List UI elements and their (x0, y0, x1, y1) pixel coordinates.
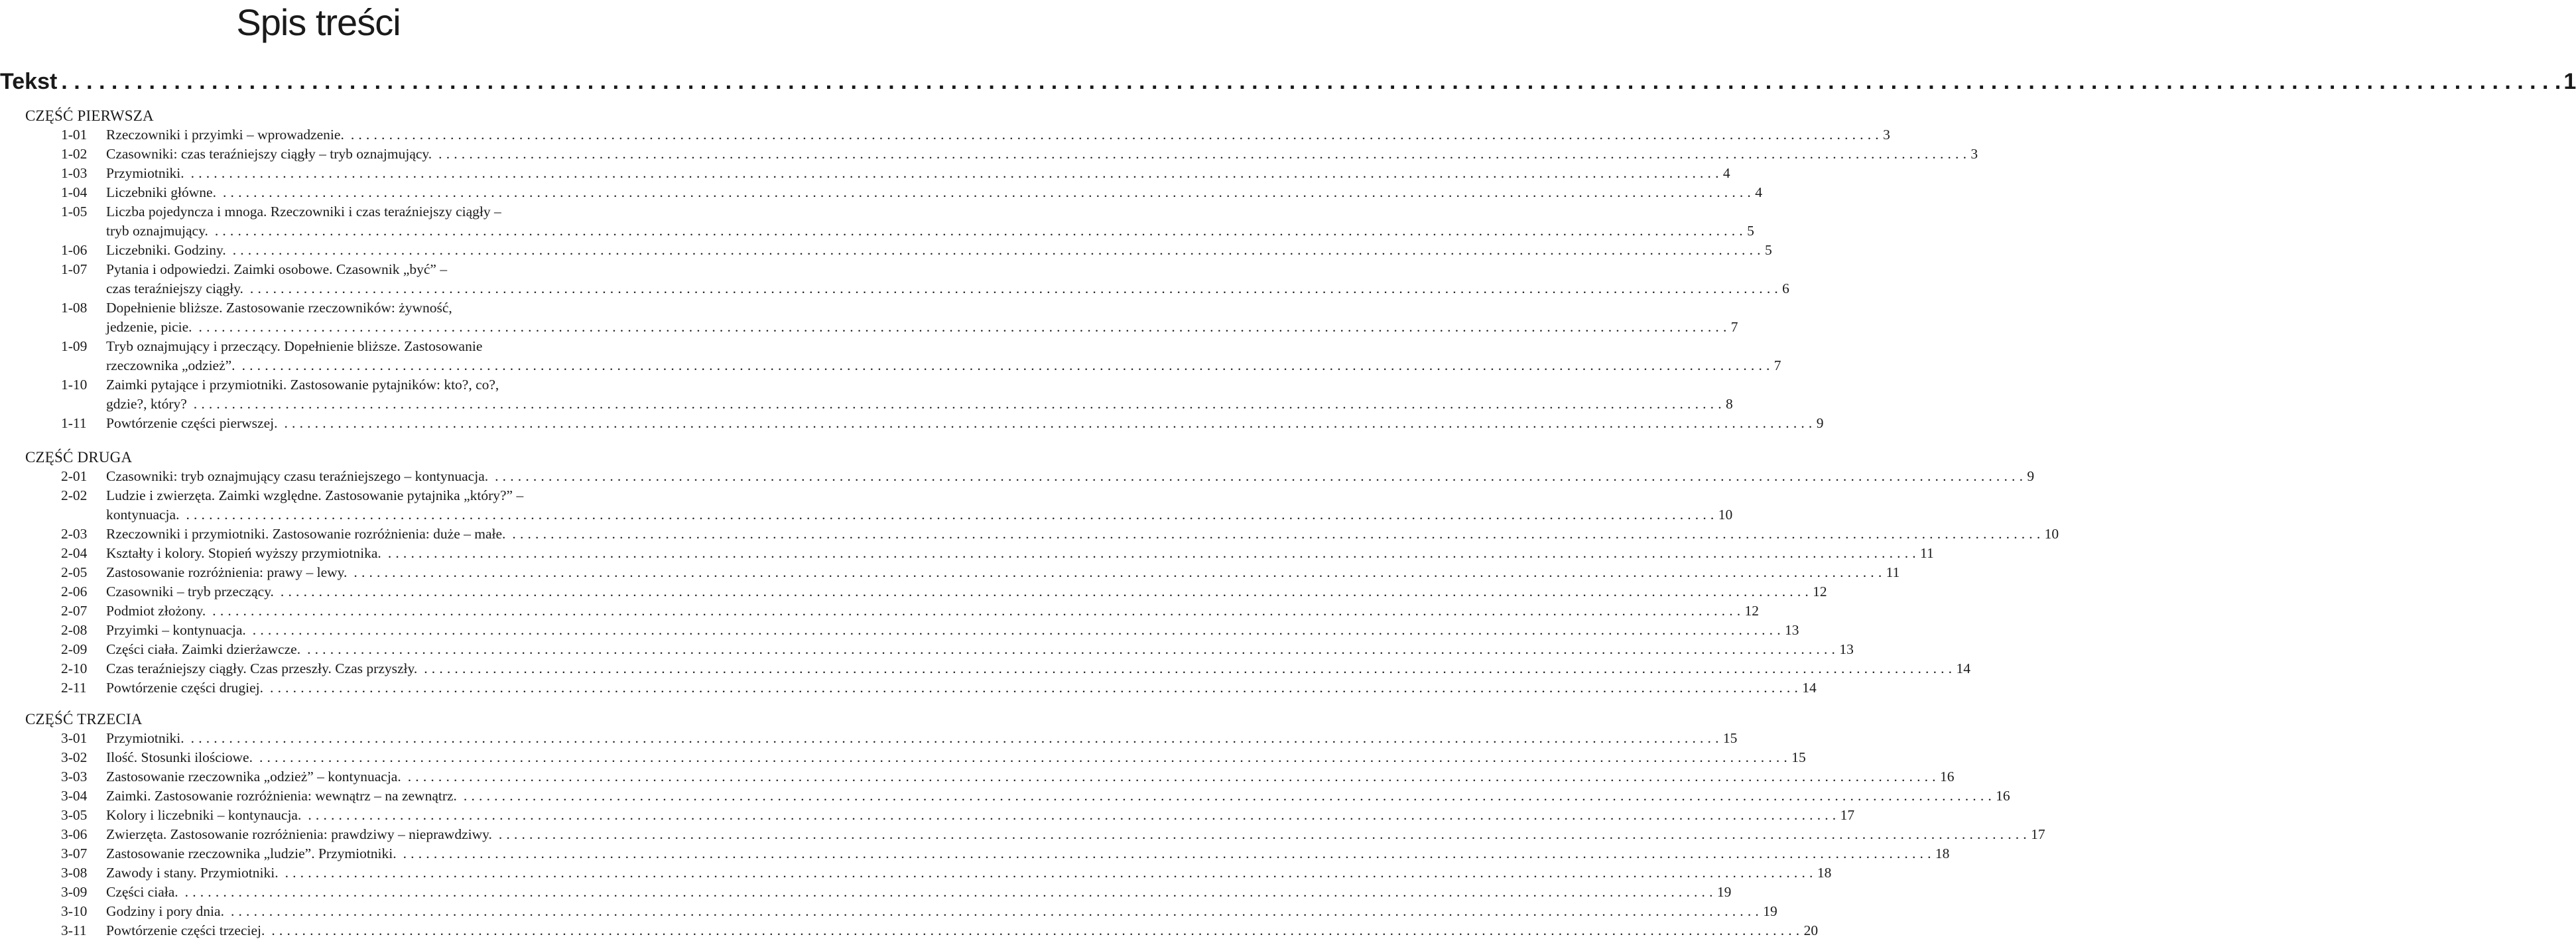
dot-leader: . . . . . . . . . . . . . . . . . . . . . . . . . . . . . . . . . . . . . . . . . . . . . . . . . . . . . . . . . . . . . . . . . . . . . . . . . . . . . . . . . . . . . . . . . . . . . . . . . . . . . . . . . . . . . . . . . . . . . . . . . . . . . . . . . . . . . . . . . . . . . . . . . . . . . . . . . . . . . . . . . . . . . . . . . . . . . . . . . . . . . . . . . . . . . . . . . . . . . . . . (354, 564, 1882, 580)
dot-leader: . . . . . . . . . . . . . . . . . . . . . . . . . . . . . . . . . . . . . . . . . . . . . . . . . . . . . . . . . . . . . . . . . . . . . . . . . . . . . . . . . . . . . . . . . . . . . . . . . . . . . . . . . . . . . . . . . . . . . . . . . . . . . . . . . . . . . . . . . . . . . . . . . . . . . . . . . . . . . . . . . . . . . . . . . . . . . . . . . . . . . . . . . . . . . . . . . . . . . . . . (222, 184, 1752, 200)
entry-title-line: Powtórzenie części trzeciej. (106, 922, 265, 938)
entry-page-number: 18 (1817, 865, 1832, 881)
entry-page-number: 3 (1883, 127, 1890, 143)
entry-code: 3-07 (61, 846, 88, 861)
dot-leader: . . . . . . . . . . . . . . . . . . . . . . . . . . . . . . . . . . . . . . . . . . . . . . . . . . . . . . . . . . . . . . . . . . . . . . . . . . . . . . . . . . . . . . . . . . . . . . . . . . . . . . . . . . . . . . . . . . . . . . . . . . . . . . . . . . . . . . . . . . . . . . . . . . . . . . . . . . . . . . . . . . . . . . . . . . . . . . . . . . . . . . . . . . . . . . . . . . . . . . . . (307, 641, 1836, 657)
dot-leader: . . . . . . . . . . . . . . . . . . . . . . . . . . . . . . . . . . . . . . . . . . . . . . . . . . . . . . . . . . . . . . . . . . . . . . . . . . . . . . . . . . . . . . . . . . . . . . . . . . . . . . . . . . . . . . . . . . . . . . . . . . . . . . . . . . . . . . . . . . . . . . . . . . . . . . . . . . . . . . . . . . . . . . . . . . . . . . . . . . . . . . . . . . . . . . . . . . . . . . . . (350, 127, 1880, 143)
dot-leader: . . . . . . . . . . . . . . . . . . . . . . . . . . . . . . . . . . . . . . . . . . . . . . . . . . . . . . . . . . . . . . . . . . . . . . . . . . . . . . . . . . . . . . . . . . . . . . . . . . . . . . . . . . . . . . . . . . . . . . . . . . . . . . . . . . . . . . . . . . . . . . . . . . . . . . . . . . . . . . . . . . . . . . . . . . . . . . . . . . . . . . . . . . . . . . . . . . . . . . . . (190, 165, 1719, 181)
dot-leader: . . . . . . . . . . . . . . . . . . . . . . . . . . . . . . . . . . . . . . . . . . . . . . . . . . . . . . . . . . . . . . . . . . . . . . . . . . . . . . . . . . . . . . . . . . . . . . . . . . . . . . . . . . . . . . . . . . . . . . . . . . . . . . . . . . . . . . . . . . . . . . . . . . . . . . . . . . . . . . . . . . . . . . . . . . . . . . . . . . . . . . . . . . . . . . . . . . . . . . . . (230, 903, 1760, 919)
dot-leader: . . . . . . . . . . . . . . . . . . . . . . . . . . . . . . . . . . . . . . . . . . . . . . . . . . . . . . . . . . . . . . . . . . . . . . . . . . . . . . . . . . . . . . . . . . . . . . . . . . . . . . . . . . . . . . . . . . . . . . . . . . . . . . . . . . . . . . . . . . . . . . . . . . . . . . . . . . . . . . . . . . . . . . . . . . . . . . . . . . . . . . . . . . . . . . . . . . . . . . . . (495, 468, 2024, 484)
dot-leader: . . . . . . . . . . . . . . . . . . . . . . . . . . . . . . . . . . . . . . . . . . . . . . . . . . . . . . . . . . . . . . . . . . . . . . . . . . . . . . . . . . . . . . . . . . . . . . . . . . . . . . . . . . . . . . . . . . . . . . . . . . . . . . . . . . . . . . . . . . . . . . . . . . . . . . . . . . . . . . . . . . . . . . . . . . . . . . . . . . . . . . . . . . . . . . . . . . . . . . . . (424, 661, 1953, 676)
entry-page-number: 5 (1747, 223, 1754, 239)
entry-title-line: jedzenie, picie. (106, 319, 192, 335)
page-title: Spis treści (236, 1, 401, 43)
entry-title-line: Części ciała. (106, 884, 178, 900)
dot-leader: . . . . . . . . . . . . . . . . . . . . . . . . . . . . . . . . . . . . . . . . . . . . . . . . . . . . . . . . . . . . . . . . . . . . . . . . . . . . . . . . . . . . . . . . . . . . . . . . . . . . . . . . . . . . . . . . . . . . . . . . . . . . . . . . . . . . . . . . . . . . . . . . . . . . . . . . . . . . . . . . . . . . . . . . . . . . . . . . . . . . . . . . . . . . . . . . . . . . . . . . (498, 826, 2028, 842)
toc-entry-tekst[interactable] (0, 69, 2576, 103)
entry-code: 3-02 (61, 749, 88, 765)
entry-page-number: 4 (1755, 184, 1762, 200)
entry-page-number: 16 (1939, 769, 1955, 785)
entry-title-line: Części ciała. Zaimki dzierżawcze. (106, 641, 301, 657)
entry-title-line: tryb oznajmujący. (106, 223, 208, 239)
entry-code: 1-10 (61, 377, 88, 393)
dot-leader: . . . . . . . . . . . . . . . . . . . . . . . . . . . . . . . . . . . . . . . . . . . . . . . . . . . . . . . . . . . . . . . . . . . . . . . . . . . . . . . . . . . . . . . . . . . . . . . . . . . . . . . . . . . . . . . . . . . . . . . . . . . . . . . . . . . . . . . . . . . . . . . . . . . . . . . . . . . . . . . . . . . . . . . . . . . . . . . . . . . . . . . . . . . . . . . . . . . . . . . . (438, 146, 1967, 162)
entry-code: 3-08 (61, 865, 88, 881)
dot-leader: . . . . . . . . . . . . . . . . . . . . . . . . . . . . . . . . . . . . . . . . . . . . . . . . . . . . . . . . . . . . . . . . . . . . . . . . . . . . . . . . . . . . . . . . . . . . . . . . . . . . . . . . . . . . . . . . . . . . . . . . . . . . . . . . . . . . . . . . . . . . . . . . . . . . . . . . . . . . . . . . . . . . . . . . . . . . . . . . . . . . . . . . . . . . . . . . . . . . . . . . (232, 242, 1761, 258)
dot-leader: . . . . . . . . . . . . . . . . . . . . . . . . . . . . . . . . . . . . . . . . . . . . . . . . . . . . . . . . . . . . . . . . . . . . . . . . . . . . . . . . . . . . . . . . . . . . . . . . . . . . . . . . . . . . . . . . . . . . . . . . . . . . . . . . . . . . . . . . . . . . . . . . . . . . . . . . . . . . . . . . . . . . . . . . . . . . . . . . . . . . . . . . . . . . . . . . . . . . . . . . (284, 415, 1813, 431)
entry-page-number: 7 (1730, 319, 1738, 335)
entry-code: 2-02 (61, 487, 88, 503)
entry-code: 1-07 (61, 261, 88, 277)
entry-title-line: Przymiotniki. (106, 165, 184, 181)
dot-leader: . . . . . . . . . . . . . . . . . . . . . . . . . . . . . . . . . . . . . . . . . . . . . . . . . . . . . . . . . . . . . . . . . . . . . . . . . . . . . . . . . . . . . . . . . . . . . . . . . . . . . . . . . . . . . . . . . . . . . . . . . . . . . . . . . . . . . . . . . . . . . . . . . . . . . . . . . . . . . . . . . . . . . . . . . . . . . . . . . . . . . . . . . . . . . . . . . . . . . . . . (387, 545, 1917, 561)
entry-title-line: Kształty i kolory. Stopień wyższy przymiotnika. (106, 545, 381, 561)
entry-page-number: 20 (1803, 922, 1819, 938)
entry-code: 2-06 (61, 584, 88, 599)
dot-leader: . . . . . . . . . . . . . . . . . . . . . . . . . . . . . . . . . . . . . . . . . . . . . . . . . . . . . . . . . . . . . . . . . . . . . . . . . . . . . . . . . . . . . . . . . . . . . . . . . . . . . . . . . . . . . . . . . . . . . . . . . . . . . . . . . . . . . . . . . . . . . . . . . . . . . . . . . . . . . . . . . . . . . . . . . . . . . . . . . . . . . . . . . . . . . . . . . . . . . . . . (214, 223, 1744, 239)
dot-leader: . . . . . . . . . . . . . . . . . . . . . . . . . . . . . . . . . . . . . . . . . . . . . . . . . . . . . . . . . . . . . . . . . . . . . . . . . . . . . . . . . . . . . . . . . . . . . . . . . . . . . . . . . . . . . . . . . . . . . . . . . . . . . . . . . . . . . . . . . . . . . . . . . . . . . . . . . . . . . . . . . . . . . . . . . . . . . . . . . . . . . . . . . . . . . . . . . . . . . . . . (241, 357, 1770, 373)
section-heading: CZĘŚĆ TRZECIA (25, 711, 143, 727)
entry-title-line: Czasowniki: tryb oznajmujący czasu teraźniejszego – kontynuacja. (106, 468, 489, 484)
entry-title-line: Liczebniki. Godziny. (106, 242, 226, 258)
entry-page-number: 17 (2031, 826, 2045, 842)
entry-page-number: 7 (1773, 357, 1781, 373)
entry-page-number: 15 (1791, 749, 1806, 765)
entry-title-line: Podmiot złożony. (106, 603, 206, 619)
entry-title-line: Czas teraźniejszy ciągły. Czas przeszły. Czas przyszły. (106, 661, 418, 676)
entry-code: 2-05 (61, 564, 88, 580)
entry-page-number: 9 (1816, 415, 1824, 431)
dot-leader: . . . . . . . . . . . . . . . . . . . . . . . . . . . . . . . . . . . . . . . . . . . . . . . . . . . . . . . . . . . . . . . . . . . . . . . . . . . . . . . . . . . . . . . . . . . . . . . . . . . . . . . . . . . . . . . . . . . . . . . . . . . . . . . . . . . . . . . . . . . . . . . . . . . . . . . . . . . . . . . . . . . . . . . . . . . . . . . . . . . . . . . . . . . . . . . . . . . . . . . . (512, 526, 2041, 542)
entry-page-number: 18 (1935, 846, 1950, 861)
entry-page-number: 8 (1726, 396, 1733, 412)
dot-leader: . . . . . . . . . . . . . . . . . . . . . . . . . . . . . . . . . . . . . . . . . . . . . . . . . . . . . . . . . . . . . . . . . . . . . . . . . . . . . . . . . . . . . . . . . . . . . . . . . . . . . . . . . . . . . . . . . . . . . . . . . . . . . . . . . . . . . . . . . . . . . . . . . . . . . . . . . . . . . . . . . . . . . . . . . . . . . . . . . . . . . . . . . . . . . . . . . . . . . . . . (280, 584, 1809, 599)
entry-page-number: 13 (1785, 622, 1799, 638)
entry-code: 1-06 (61, 242, 88, 258)
entry-page-number: 19 (1763, 903, 1777, 919)
entry-code: 3-05 (61, 807, 88, 823)
entry-title-line: kontynuacja. (106, 507, 180, 523)
dot-leader: . . . . . . . . . . . . . . . . . . . . . . . . . . . . . . . . . . . . . . . . . . . . . . . . . . . . . . . . . . . . . . . . . . . . . . . . . . . . . . . . . . . . . . . . . . . . . . . . . . . . . . . . . . . . . . . . . . . . . . . . . . . . . . . . . . . . . . . . . . . . . . . . . . . . . . . . . . . . . . . . . . . . . . . . . . . . . . . . . . . . . . . . . . . . . . . . . . . . . . . . (259, 749, 1788, 765)
entry-page-number: 5 (1764, 242, 1772, 258)
entry-title-line: Czasowniki – tryb przeczący. (106, 584, 274, 599)
dot-leader: . . . . . . . . . . . . . . . . . . . . . . . . . . . . . . . . . . . . . . . . . . . . . . . . . . . . . . . . . . . . . . . . . . . . . . . . . . . . . . . . . . . . . . . . . . . . . . . . . . . . . . . . . . . . . . . . . . . . . . . . . . . . . . . . . . . . . . . . . . . . . . . . . . . . . . . . . . . . . . . . . . . . . . . . . . . . . . . . . . . . . . . . . . . . . . . . . . . . . . . . (252, 622, 1781, 638)
entry-title-line: Ludzie i zwierzęta. Zaimki względne. Zastosowanie pytajnika „który?” – (106, 487, 524, 503)
entry-page-number: 16 (1996, 788, 2010, 804)
entry-title-line: Powtórzenie części drugiej. (106, 680, 264, 696)
dot-leader: . . . . . . . . . . . . . . . . . . . . . . . . . . . . . . . . . . . . . . . . . . . . . . . . . . . . . . . . . . . . . . . . . . . . . . . . . . . . . . . . . . . . . . . . . . . . . . . . . . . . . . . . . . . . . . . . . . . . . . . . . . . . . . . . . . . . . . . . . . . . . . . . . . . . . . . . . . . . . . . . . . . . . . . . . . . . . . . . . . . . . . . . . . . . . . . . . . . . . . . . (285, 865, 1813, 881)
entry-code: 3-11 (61, 922, 87, 938)
entry-code: 3-09 (61, 884, 88, 900)
dot-leader: . . . . . . . . . . . . . . . . . . . . . . . . . . . . . . . . . . . . . . . . . . . . . . . . . . . . . . . . . . . . . . . . . . . . . . . . . . . . . . . . . . . . . . . . . . . . . . . . . . . . . . . . . . . . . . . . . . . . . . . . . . . . . . . . . . . . . . . . . . . . . . . . . . . . . . . . . . . . . . . . . . . . . . . . . . . . . . . . . . . . . . . . . . . . . . . . . . . . . . . . (271, 922, 1800, 938)
entry-title-line: rzeczownika „odzież”. (106, 357, 235, 373)
entry-page-number: 4 (1722, 165, 1730, 181)
entry-title-line: Czasowniki: czas teraźniejszy ciągły – tryb oznajmujący. (106, 146, 432, 162)
entry-title-line: Przymiotniki. (106, 730, 184, 746)
entry-page-number: 14 (1802, 680, 1817, 696)
entry-page-number: 19 (1716, 884, 1732, 900)
entry-code: 2-04 (61, 545, 88, 561)
entry-code: 1-03 (61, 165, 88, 181)
entry-page-number: 3 (1970, 146, 1978, 162)
entry-title-line: Zastosowanie rozróżnienia: prawy – lewy. (106, 564, 348, 580)
entry-title-line: Godziny i pory dnia. (106, 903, 224, 919)
dot-leader: . . . . . . . . . . . . . . . . . . . . . . . . . . . . . . . . . . . . . . . . . . . . . . . . . . . . . . . . . . . . . . . . . . . . . . . . . . . . . . . . . . . . . . . . . . . . . . . . . . . . . . . . . . . . . . . . . . . . . . . . . . . . . . . . . . . . . . . . . . . . . . . . . . . . . . . . . . . . . . . . . . . . . . . . . . . . . . . . . . . . . . . . . . . . . . . . . . . . . . . . (190, 730, 1719, 746)
entry-title-line: Ilość. Stosunki ilościowe. (106, 749, 253, 765)
entry-title-line: Dopełnienie bliższe. Zastosowanie rzeczowników: żywność, (106, 300, 452, 316)
entry-page-number: 12 (1744, 603, 1760, 619)
entry-title-line: gdzie?, który? (106, 396, 187, 412)
entry-code: 1-09 (61, 338, 88, 354)
entry-page-number: 6 (1782, 281, 1789, 296)
entry-code: 2-10 (61, 661, 88, 676)
entry-code: 2-03 (61, 526, 88, 542)
entry-title-line: Przyimki – kontynuacja. (106, 622, 246, 638)
entry-title-line: Zawody i stany. Przymiotniki. (106, 865, 279, 881)
dot-leader: . . . . . . . . . . . . . . . . . . . . . . . . . . . . . . . . . . . . . . . . . . . . . . . . . . . . . . . . . . . . . . . . . . . . . . . . . . . . . . . . . . . . . . . . . . . . . . . . . . . . . . . . . . . . . . . . . . . . . . . . . . . . . . . . . . . . . . . . . . . . . . . . . . . . . . . . . . . . . . . . . . . . . . . . . . . . . . . . . . . . . . . . . . . . . . . . . . . . . . . . (270, 680, 1799, 696)
entry-title-line: Kolory i liczebniki – kontynaucja. (106, 807, 302, 823)
entry-code: 2-11 (61, 680, 87, 696)
dot-leader: . . . . . . . . . . . . . . . . . . . . . . . . . . . . . . . . . . . . . . . . . . . . . . . . . . . . . . . . . . . . . . . . . . . . . . . . . . . . . . . . . . . . . . . . . . . . . . . . . . . . . . . . . . . . . . . . . . . . . . . . . . . . . . . . . . . . . . . . . . . . . . . . . . . . . . . . . . . . . . . . . . . . . . . . . . . . . . . . . . . . . . . . . . . . . . . . . . . . . . . . (193, 396, 1722, 412)
entry-title-line: Pytania i odpowiedzi. Zaimki osobowe. Czasownik „być” – (106, 261, 448, 277)
entry-title-line: Tryb oznajmujący i przeczący. Dopełnienie bliższe. Zastosowanie (106, 338, 483, 354)
entry-title-line: czas teraźniejszy ciągły. (106, 281, 243, 296)
tekst-page-number: 1 (2563, 69, 2576, 94)
entry-title-line: Rzeczowniki i przymiotniki. Zastosowanie rozróżnienia: duże – małe. (106, 526, 506, 542)
section-heading: CZĘŚĆ DRUGA (25, 449, 133, 466)
entry-title-line: Zaimki. Zastosowanie rozróżnienia: wewnątrz – na zewnątrz. (106, 788, 457, 804)
entry-code: 1-01 (61, 127, 88, 143)
entry-code: 3-04 (61, 788, 88, 804)
section-heading: CZĘŚĆ PIERWSZA (25, 107, 154, 124)
entry-title-line: Rzeczowniki i przyimki – wprowadzenie. (106, 127, 344, 143)
dot-leader: . . . . . . . . . . . . . . . . . . . . . . . . . . . . . . . . . . . . . . . . . . . . . . . . . . . . . . . . . . . . . . . . . . . . . . . . . . . . . . . . . . . . . . . . . . . . . . . . . . . . . . . . . . . . . . . . . . . . . . . . . . . . . . . . . . . . . . . . . . . . . . . . . . . . . . . . . . . . . . . . . . . . . . . . . . . . . . . . . . . . . . . . . . . . . . . . . . . . . . . . (198, 319, 1727, 335)
entry-title-line: Zwierzęta. Zastosowanie rozróżnienia: prawdziwy – nieprawdziwy. (106, 826, 492, 842)
dot-leader: . . . . . . . . . . . . . . . . . . . . . . . . . . . . . . . . . . . . . . . . . . . . . . . . . . . . . . . . . . . . . . . . . . . . . . . . . . . . . . . . . . . . . . . . . . . . . . . . . . . . . . . . . . . . . . . . . . . . . . . . . . . . . . . . . . . . . . . . . . . . . . . . . . . . . . . . . . . . . . . . . . . . . . . . . . . . . . . . . . . . . . . . . . . . . . . . . . . . . . . . (186, 507, 1714, 523)
dot-leader: . . . . . . . . . . . . . . . . . . . . . . . . . . . . . . . . . . . . . . . . . . . . . . . . . . . . . . . . . . . . . . . . . . . . . . . . . . . . . . . . . . . . . . . . . . . . . . . . . . . . . . . . . . . . . . . . . . . . . . . . . . . . . . . . . . . . . . . . . . . . . . . . . . . . . . . . . . . . . . . . . . . . . . . . . . . . . . . . . . . . . . . . . . . . . . . . . . . . . . . . (463, 788, 1992, 804)
dot-leader: . . . . . . . . . . . . . . . . . . . . . . . . . . . . . . . . . . . . . . . . . . . . . . . . . . . . . . . . . . . . . . . . . . . . . . . . . . . . . . . . . . . . . . . . . . . . . . . . . . . . . . . . . . . . . . . . . . . . . . . . . . . . . . . . . . . . . . . . . . . . . . . . . . . . . . . . . . . . . . . . . . . . . . . . . . . . . . . . . . . . . . . . . . . . . . . . . . . . . . . . (61, 69, 2561, 94)
dot-leader: . . . . . . . . . . . . . . . . . . . . . . . . . . . . . . . . . . . . . . . . . . . . . . . . . . . . . . . . . . . . . . . . . . . . . . . . . . . . . . . . . . . . . . . . . . . . . . . . . . . . . . . . . . . . . . . . . . . . . . . . . . . . . . . . . . . . . . . . . . . . . . . . . . . . . . . . . . . . . . . . . . . . . . . . . . . . . . . . . . . . . . . . . . . . . . . . . . . . . . . . (212, 603, 1741, 619)
entry-title-line: Zastosowanie rzeczownika „ludzie”. Przymiotniki. (106, 846, 397, 861)
entry-page-number: 11 (1920, 545, 1934, 561)
entry-page-number: 12 (1813, 584, 1827, 599)
dot-leader: . . . . . . . . . . . . . . . . . . . . . . . . . . . . . . . . . . . . . . . . . . . . . . . . . . . . . . . . . . . . . . . . . . . . . . . . . . . . . . . . . . . . . . . . . . . . . . . . . . . . . . . . . . . . . . . . . . . . . . . . . . . . . . . . . . . . . . . . . . . . . . . . . . . . . . . . . . . . . . . . . . . . . . . . . . . . . . . . . . . . . . . . . . . . . . . . . . . . . . . . (407, 769, 1936, 785)
entry-code: 1-08 (61, 300, 88, 316)
entry-page-number: 10 (1718, 507, 1733, 523)
entry-code: 2-01 (61, 468, 88, 484)
entry-code: 2-07 (61, 603, 88, 619)
entry-code: 1-05 (61, 204, 88, 220)
entry-code: 3-10 (61, 903, 88, 919)
entry-code: 1-11 (61, 415, 87, 431)
dot-leader: . . . . . . . . . . . . . . . . . . . . . . . . . . . . . . . . . . . . . . . . . . . . . . . . . . . . . . . . . . . . . . . . . . . . . . . . . . . . . . . . . . . . . . . . . . . . . . . . . . . . . . . . . . . . . . . . . . . . . . . . . . . . . . . . . . . . . . . . . . . . . . . . . . . . . . . . . . . . . . . . . . . . . . . . . . . . . . . . . . . . . . . . . . . . . . . . . . . . . . . . (403, 846, 1931, 861)
entry-page-number: 14 (1956, 661, 1970, 676)
entry-code: 1-02 (61, 146, 88, 162)
entry-code: 3-06 (61, 826, 88, 842)
entry-code: 3-03 (61, 769, 88, 785)
entry-page-number: 9 (2027, 468, 2035, 484)
entry-title-line: Powtórzenie części pierwszej. (106, 415, 278, 431)
entry-title-line: Zaimki pytające i przymiotniki. Zastosowanie pytajników: kto?, co?, (106, 377, 499, 393)
entry-page-number: 10 (2044, 526, 2059, 542)
entry-page-number: 11 (1886, 564, 1900, 580)
dot-leader: . . . . . . . . . . . . . . . . . . . . . . . . . . . . . . . . . . . . . . . . . . . . . . . . . . . . . . . . . . . . . . . . . . . . . . . . . . . . . . . . . . . . . . . . . . . . . . . . . . . . . . . . . . . . . . . . . . . . . . . . . . . . . . . . . . . . . . . . . . . . . . . . . . . . . . . . . . . . . . . . . . . . . . . . . . . . . . . . . . . . . . . . . . . . . . . . . . . . . . . . (249, 281, 1779, 296)
dot-leader: . . . . . . . . . . . . . . . . . . . . . . . . . . . . . . . . . . . . . . . . . . . . . . . . . . . . . . . . . . . . . . . . . . . . . . . . . . . . . . . . . . . . . . . . . . . . . . . . . . . . . . . . . . . . . . . . . . . . . . . . . . . . . . . . . . . . . . . . . . . . . . . . . . . . . . . . . . . . . . . . . . . . . . . . . . . . . . . . . . . . . . . . . . . . . . . . . . . . . . . . (308, 807, 1836, 823)
entry-page-number: 13 (1839, 641, 1854, 657)
entry-code: 2-09 (61, 641, 88, 657)
entry-code: 2-08 (61, 622, 88, 638)
entry-title-line: Liczebniki główne. (106, 184, 216, 200)
entry-code: 3-01 (61, 730, 88, 746)
dot-leader: . . . . . . . . . . . . . . . . . . . . . . . . . . . . . . . . . . . . . . . . . . . . . . . . . . . . . . . . . . . . . . . . . . . . . . . . . . . . . . . . . . . . . . . . . . . . . . . . . . . . . . . . . . . . . . . . . . . . . . . . . . . . . . . . . . . . . . . . . . . . . . . . . . . . . . . . . . . . . . . . . . . . . . . . . . . . . . . . . . . . . . . . . . . . . . . . . . . . . . . . (184, 884, 1713, 900)
tekst-label: Tekst (0, 69, 58, 94)
entry-title-line: Liczba pojedyncza i mnoga. Rzeczowniki i czas teraźniejszy ciągły – (106, 204, 501, 220)
entry-page-number: 17 (1840, 807, 1855, 823)
entry-page-number: 15 (1722, 730, 1738, 746)
entry-code: 1-04 (61, 184, 88, 200)
entry-title-line: Zastosowanie rzeczownika „odzież” – kontynuacja. (106, 769, 401, 785)
